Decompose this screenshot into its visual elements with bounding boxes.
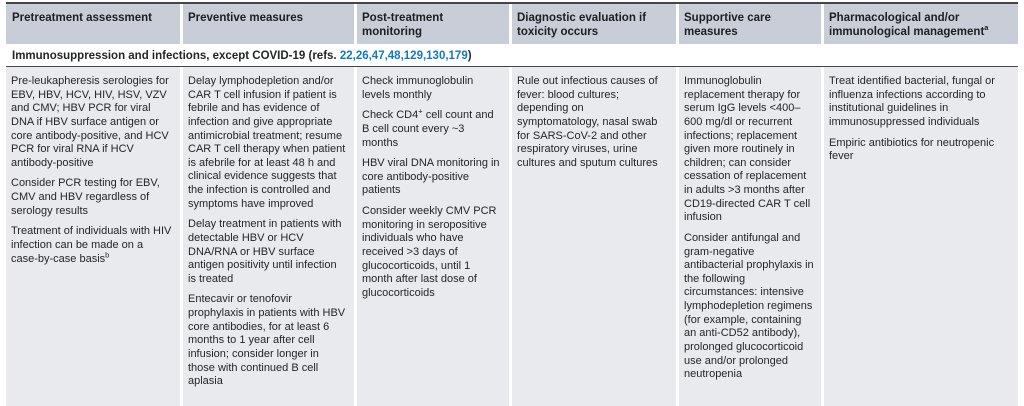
section-refs[interactable]: 22,26,47,48,129,130,179 bbox=[339, 50, 468, 63]
cell-paragraph bbox=[188, 75, 347, 211]
text-segment: Immunoglobulin replacement therapy for serum IgG levels <400–600 mg/dl or recurrent infections; replacement given more routinely in children; can consider cessation of replacement in adults >3 months after CD19-directed CAR T cell infusion bbox=[684, 75, 811, 224]
cell-paragraph bbox=[11, 75, 173, 170]
cell-paragraph bbox=[362, 205, 502, 300]
cell-paragraph bbox=[362, 157, 502, 198]
text-segment: Supportive care measures bbox=[684, 12, 771, 39]
cell-paragraph bbox=[684, 75, 814, 225]
text-segment: Consider PCR testing for EBV, CMV and HBV regardless of serology results bbox=[11, 177, 160, 217]
body-cell-diagnostic-evaluation bbox=[512, 67, 676, 406]
text-segment: Rule out infectious causes of fever: blood cultures; depending on symptomatology, nasal swab for SARS-CoV-2 and other respiratory viruses, urine cultures and sputum cultures bbox=[517, 75, 658, 169]
body-cell-supportive-care-measures bbox=[679, 67, 821, 406]
text-segment: HBV viral DNA monitoring in core antibody-positive patients bbox=[362, 157, 500, 197]
table-header-row bbox=[6, 4, 1018, 44]
body-cell-preventive-measures bbox=[183, 67, 354, 406]
cell-paragraph bbox=[829, 137, 1011, 164]
text-segment: Delay treatment in patients with detectable HBV or HCV DNA/RNA or HBV surface antigen positivity until infection is treated bbox=[188, 218, 342, 285]
management-table bbox=[6, 2, 1018, 406]
text-segment: Preventive measures bbox=[188, 12, 304, 24]
cell-paragraph bbox=[362, 75, 502, 102]
cell-paragraph bbox=[11, 225, 173, 266]
text-segment: Post-treatment monitoring bbox=[362, 12, 444, 39]
text-segment: Pharmacological and/or immunological management bbox=[829, 12, 985, 39]
section-title: Immunosuppression and infections, except COVID-19 (refs. bbox=[12, 50, 340, 63]
text-segment: Delay lymphodepletion and/or CAR T cell infusion if patient is febrile and has evidence of infection and give appropriate antimicrobial treatment; resume CAR T cell therapy when patient is afebrile for at least 48 h and clinical evidence suggests that the infection is controlled and symptoms have improved bbox=[188, 75, 346, 210]
text-segment: Empiric antibiotics for neutropenic fever bbox=[829, 136, 995, 163]
superscript-note: b bbox=[105, 249, 110, 259]
superscript-note: a bbox=[984, 23, 989, 33]
text-segment: Pre-leukapheresis serologies for EBV, HBV, HCV, HIV, HSV, VZV and CMV; HBV PCR for viral DNA if HBV surface antigen or core antibody-positive, and HCV PCR for viral RNA if HCV antibody-positive bbox=[11, 75, 169, 169]
cell-paragraph bbox=[11, 177, 173, 218]
cell-paragraph bbox=[684, 232, 814, 382]
text-segment: Check CD4 bbox=[362, 109, 419, 122]
text-segment: Pretreatment assessment bbox=[12, 12, 152, 24]
text-segment: Treatment of individuals with HIV infection can be made on a case-by-case basis bbox=[11, 225, 172, 265]
text-segment: Consider antifungal and gram-negative antibacterial prophylaxis in the following circumstances: intensive lymphodepletion regimens (for example, containing an anti-CD52 antibody), prolonged glucocorticoid use and/or prolonged neutropenia bbox=[684, 231, 814, 381]
column-header-preventive-measures bbox=[183, 4, 354, 44]
section-title-close: ) bbox=[467, 50, 472, 63]
column-header-pretreatment-assessment bbox=[6, 4, 180, 44]
cell-paragraph bbox=[517, 75, 669, 170]
text-segment: Diagnostic evaluation if toxicity occurs bbox=[517, 12, 647, 39]
cell-paragraph bbox=[188, 293, 347, 388]
text-segment: Treat identified bacterial, fungal or influenza infections according to institutional guidelines in immunosuppressed individuals bbox=[829, 75, 995, 128]
cell-paragraph bbox=[362, 106, 502, 150]
table-body-row bbox=[6, 67, 1018, 406]
body-cell-pharmacological-management bbox=[824, 67, 1018, 406]
text-segment: Entecavir or tenofovir prophylaxis in patients with HBV core antibodies, for at least 6 months to 1 year after cell infusion; consider longer in those with continued B cell aplasia bbox=[188, 293, 346, 388]
text-segment: Consider weekly CMV PCR monitoring in seropositive individuals who have received >3 days of glucocorticoids, until 1 month after last dose of glucocorticoids bbox=[362, 205, 497, 299]
column-header-pharmacological-management bbox=[824, 4, 1018, 44]
column-header-post-treatment-monitoring bbox=[357, 4, 509, 44]
cell-paragraph bbox=[188, 218, 347, 286]
superscript-note: + bbox=[418, 106, 423, 116]
column-header-supportive-care-measures bbox=[679, 4, 821, 44]
body-cell-pretreatment-assessment bbox=[6, 67, 180, 406]
body-cell-post-treatment-monitoring bbox=[357, 67, 509, 406]
column-header-diagnostic-evaluation bbox=[512, 4, 676, 44]
text-segment: Check immunoglobulin levels monthly bbox=[362, 75, 474, 101]
cell-paragraph bbox=[829, 75, 1011, 130]
section-row bbox=[6, 44, 1018, 66]
text-segment: cell count and B cell count every ~3 months bbox=[362, 109, 494, 149]
